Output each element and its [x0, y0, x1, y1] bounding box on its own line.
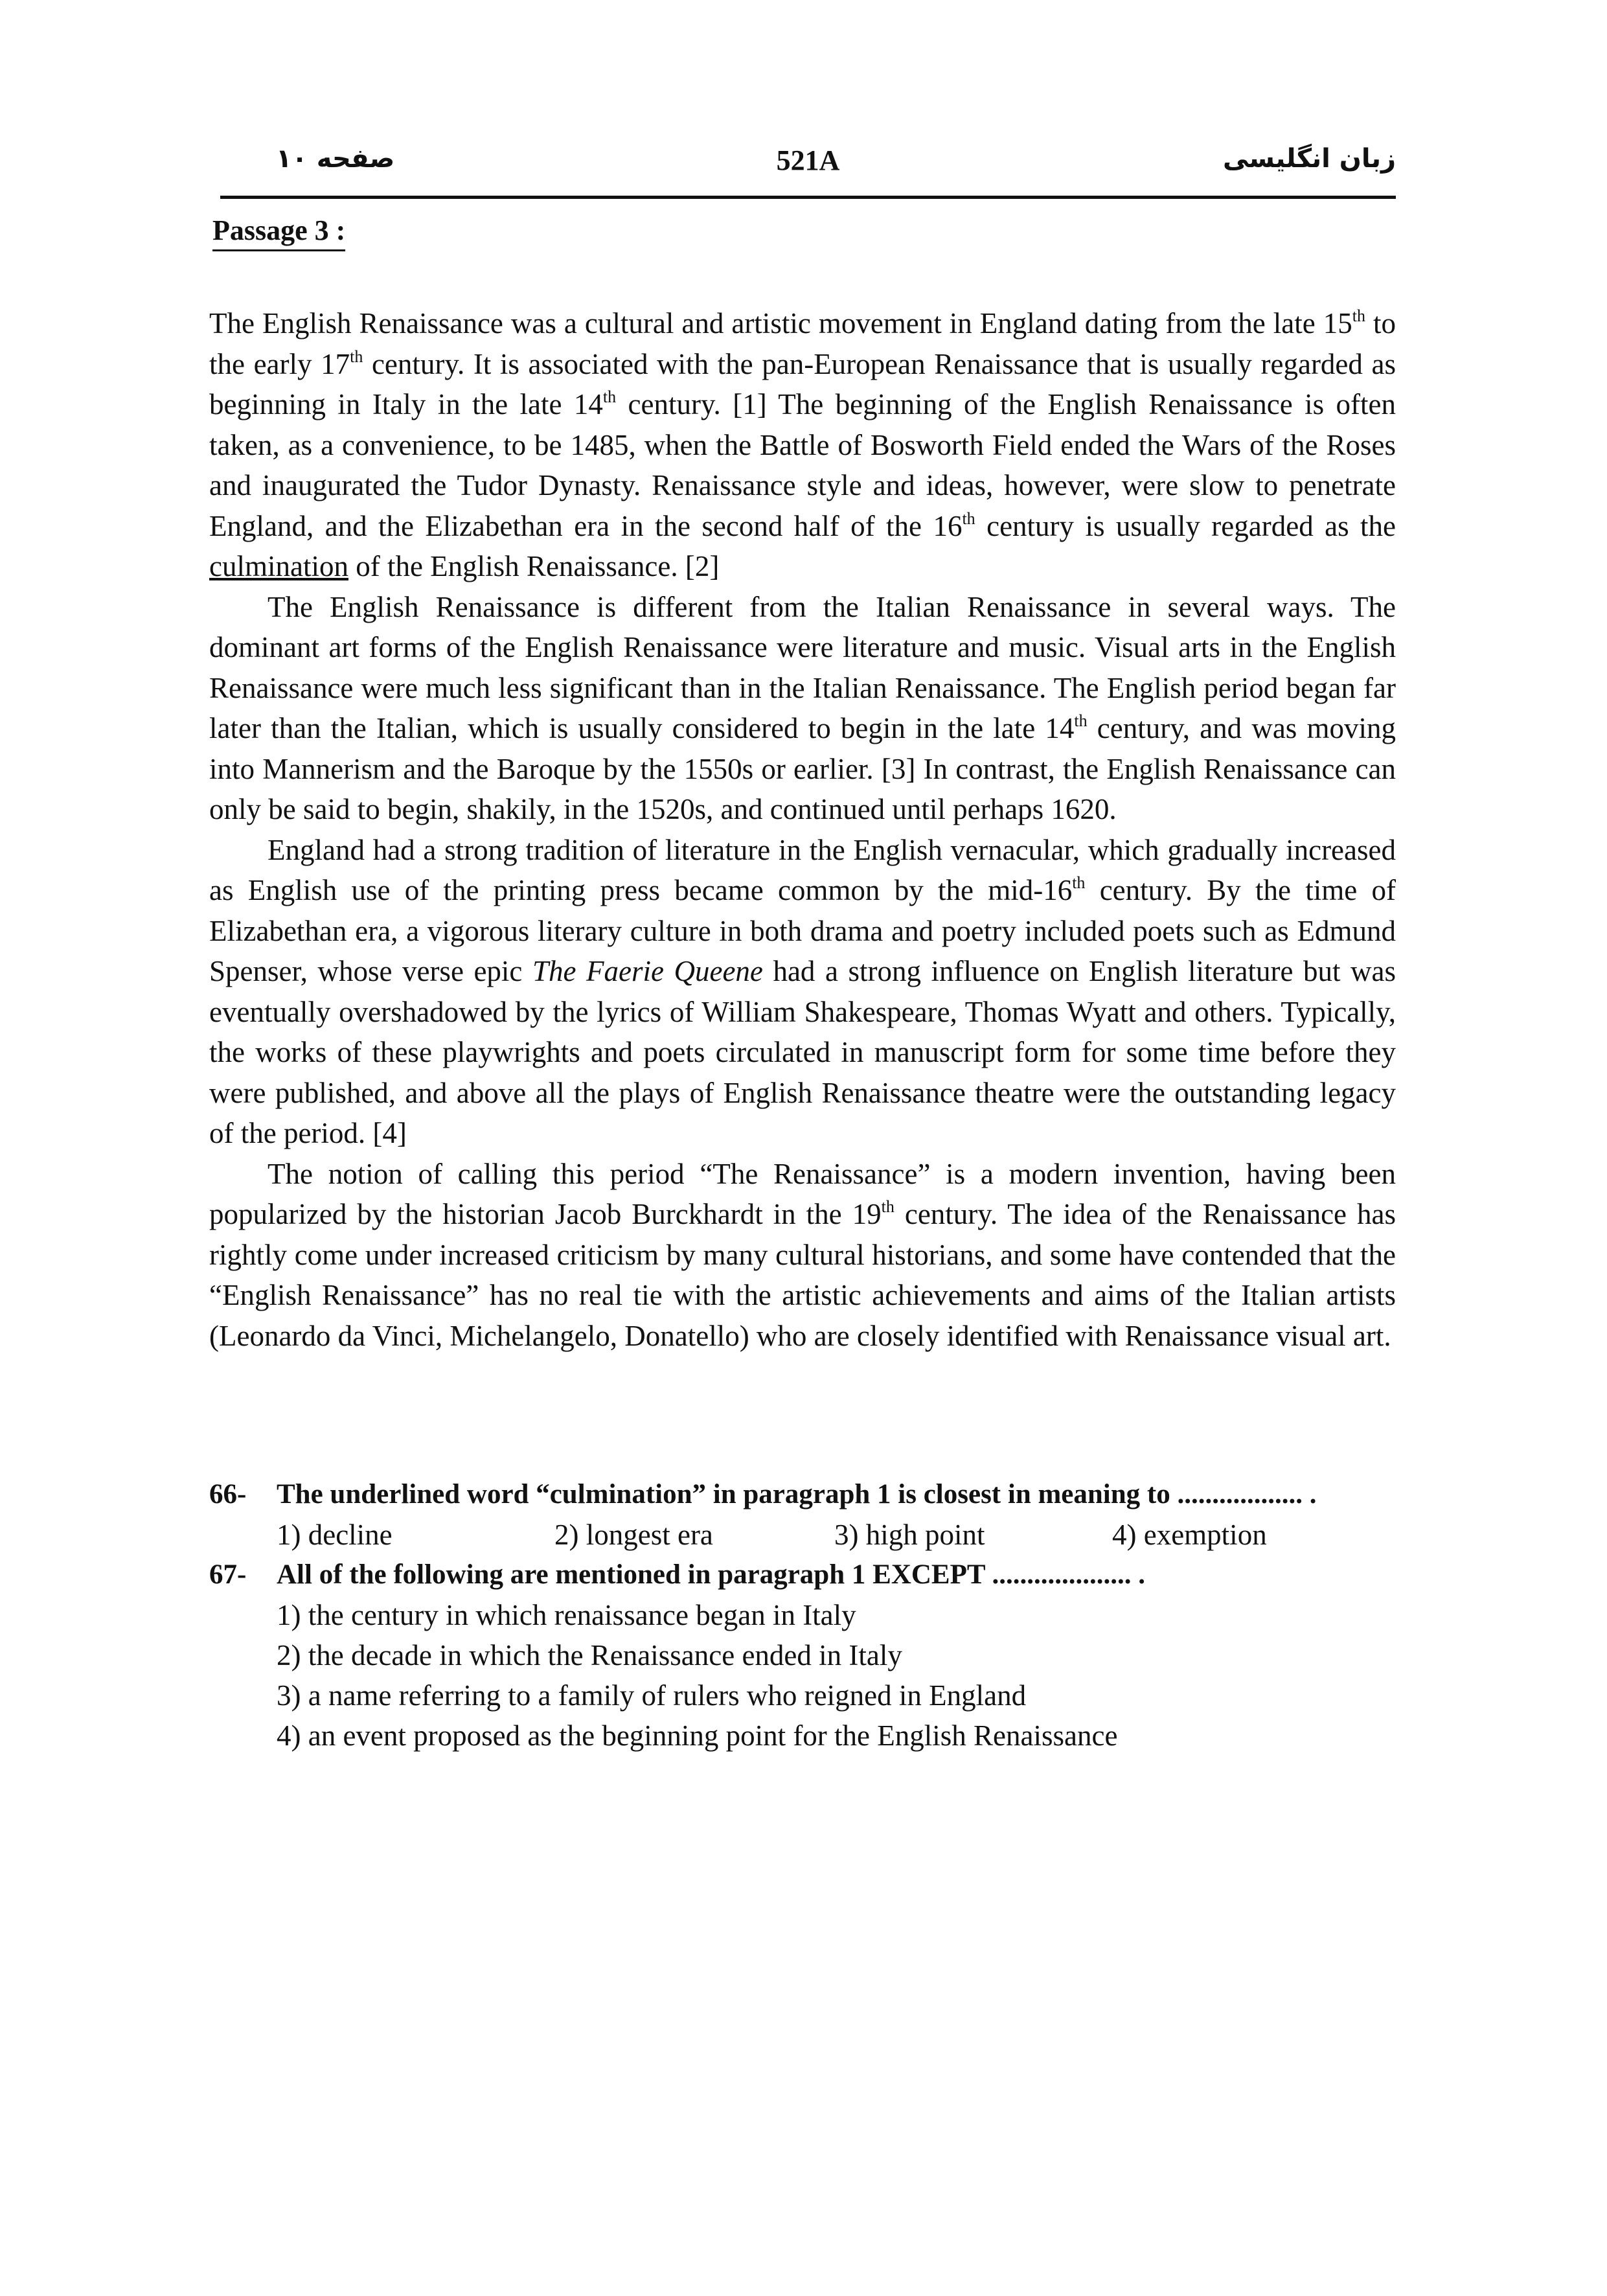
subject-title: زبان انگلیسی: [1223, 144, 1396, 174]
question-list: [209, 1475, 1396, 1756]
question-text: The underlined word “culmination” in paragraph 1 is closest in meaning to .................. .: [277, 1479, 1317, 1510]
question-number: 67-: [209, 1559, 247, 1590]
booklet-code: 521A: [776, 144, 840, 176]
passage-label: Passage 3 :: [212, 214, 345, 251]
option-4[interactable]: 4) exemption: [1112, 1519, 1267, 1551]
option-1[interactable]: 1) decline: [277, 1519, 393, 1551]
paragraph-3: England had a strong tradition of literature in the English vernacular, which gradually increased as English use of the printing press became common by the mid-16th century. By the time of Elizabethan era, a vigorous literary culture in both drama and poetry included poets such as Edmund Spenser, whose verse epic The Faerie Queene had a strong influence on English literature but was eventually overshadowed by the lyrics of William Shakespeare, Thomas Wyatt and others. Typically, the works of these playwrights and poets circulated in manuscript form for some time before they were published, and above all the plays of English Renaissance theatre were the outstanding legacy of the period. [4]: [209, 833, 1396, 1149]
option-2[interactable]: 2) the decade in which the Renaissance ended in Italy: [277, 1639, 902, 1671]
passage-body: [209, 303, 1396, 1356]
question-66-stem: [209, 1475, 1396, 1515]
paragraph-1: The English Renaissance was a cultural and artistic movement in England dating from the late 15th to the early 17th century. It is associated with the pan-European Renaissance that is usually regarded as beginning in Italy in the late 14th century. [1] The beginning of the English Renaissance is often taken, as a convenience, to be 1485, when the Battle of Bosworth Field ended the Wars of the Roses and inaugurated the Tudor Dynasty. Renaissance style and ideas, however, were slow to penetrate England, and the Elizabethan era in the second half of the 16th century is usually regarded as the culmination of the English Renaissance. [2]: [209, 306, 1396, 582]
option-4[interactable]: 4) an event proposed as the beginning point for the English Renaissance: [277, 1719, 1118, 1752]
option-3[interactable]: 3) high point: [834, 1519, 985, 1551]
underlined-word: culmination: [209, 550, 348, 582]
paragraph-4: The notion of calling this period “The Renaissance” is a modern invention, having been popularized by the historian Jacob Burckhardt in the 19th century. The idea of the Renaissance has rightly come under increased criticism by many cultural historians, and some have contended that the “English Renaissance” has no real tie with the artistic achievements and aims of the Italian artists (Leonardo da Vinci, Michelangelo, Donatello) who are closely identified with Renaissance visual art.: [209, 1157, 1396, 1352]
question-text: All of the following are mentioned in paragraph 1 EXCEPT .................... .: [277, 1559, 1146, 1590]
option-1[interactable]: 1) the century in which renaissance began in Italy: [277, 1599, 856, 1631]
question-66-options: [209, 1515, 1396, 1555]
header-divider: [220, 196, 1396, 199]
question-67-stem: [209, 1555, 1396, 1595]
option-3[interactable]: 3) a name referring to a family of rulers who reigned in England: [277, 1679, 1027, 1712]
italic-title: The Faerie Queene: [532, 955, 763, 987]
option-2[interactable]: 2) longest era: [554, 1519, 713, 1551]
page-header: [220, 144, 1396, 189]
paragraph-2: The English Renaissance is different from the Italian Renaissance in several ways. The dominant art forms of the English Renaissance were literature and music. Visual arts in the English Renaissance were much less significant than in the Italian Renaissance. The English period began far later than the Italian, which is usually considered to begin in the late 14th century, and was moving into Mannerism and the Baroque by the 1550s or earlier. [3] In contrast, the English Renaissance can only be said to begin, shakily, in the 1520s, and continued until perhaps 1620.: [209, 590, 1396, 825]
page-number: صفحه ۱۰: [276, 144, 395, 174]
question-number: 66-: [209, 1479, 247, 1510]
